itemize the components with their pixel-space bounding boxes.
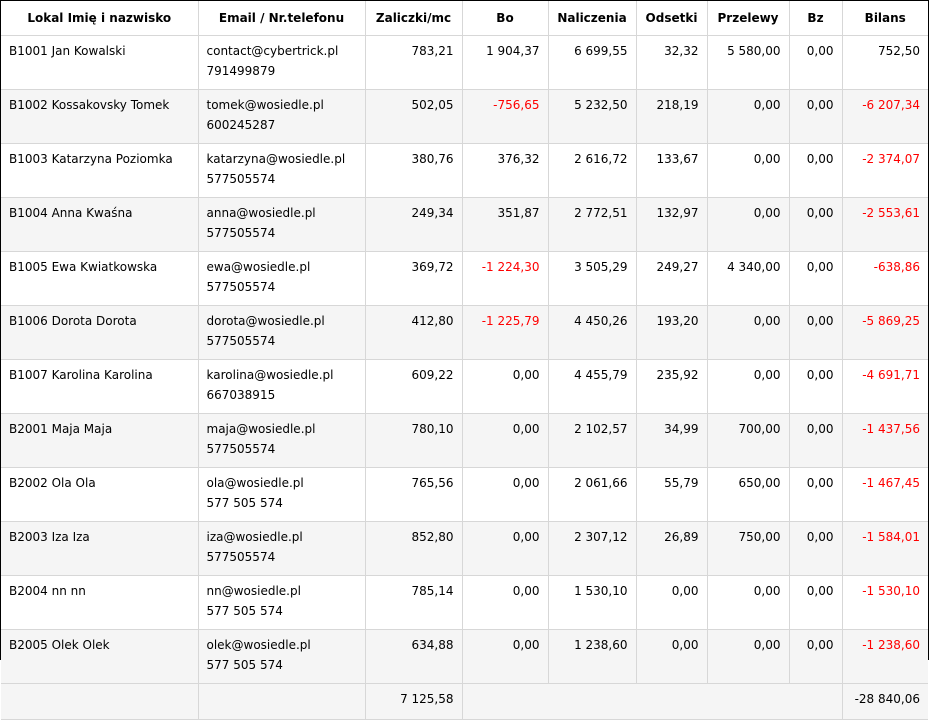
cell-przelewy: 0,00 [707, 576, 789, 630]
cell-naliczenia: 6 699,55 [548, 36, 636, 90]
cell-zaliczki: 780,10 [365, 414, 462, 468]
cell-lokal: B1005 Ewa Kwiatkowska [1, 252, 198, 306]
cell-contact [198, 36, 365, 90]
cell-naliczenia: 4 455,79 [548, 360, 636, 414]
cell-przelewy: 0,00 [707, 198, 789, 252]
cell-zaliczki: 785,14 [365, 576, 462, 630]
table-row[interactable] [1, 144, 928, 198]
cell-bilans: -6 207,34 [842, 90, 928, 144]
email-link[interactable]: contact@cybertrick.pl [206, 44, 339, 58]
cell-lokal: B1001 Jan Kowalski [1, 36, 198, 90]
cell-zaliczki: 634,88 [365, 630, 462, 684]
email-link[interactable]: nn@wosiedle.pl [206, 584, 301, 598]
cell-przelewy: 0,00 [707, 90, 789, 144]
cell-bilans: 752,50 [842, 36, 928, 90]
cell-zaliczki: 502,05 [365, 90, 462, 144]
cell-bz: 0,00 [789, 306, 842, 360]
totals-row [1, 684, 928, 720]
cell-naliczenia: 1 530,10 [548, 576, 636, 630]
cell-zaliczki: 249,34 [365, 198, 462, 252]
table-row[interactable] [1, 468, 928, 522]
phone-number: 791499879 [206, 64, 276, 78]
cell-odsetki: 218,19 [636, 90, 707, 144]
phone-number: 600245287 [206, 118, 276, 132]
table-row[interactable] [1, 414, 928, 468]
table-row[interactable] [1, 576, 928, 630]
cell-bz: 0,00 [789, 468, 842, 522]
cell-przelewy: 0,00 [707, 630, 789, 684]
phone-number: 577505574 [206, 280, 276, 294]
cell-contact [198, 144, 365, 198]
cell-odsetki: 0,00 [636, 576, 707, 630]
email-link[interactable]: dorota@wosiedle.pl [206, 314, 325, 328]
cell-odsetki: 235,92 [636, 360, 707, 414]
cell-bo: 0,00 [462, 360, 548, 414]
cell-bilans: -1 437,56 [842, 414, 928, 468]
cell-przelewy: 0,00 [707, 360, 789, 414]
cell-przelewy: 700,00 [707, 414, 789, 468]
cell-odsetki: 133,67 [636, 144, 707, 198]
cell-naliczenia: 5 232,50 [548, 90, 636, 144]
cell-zaliczki: 412,80 [365, 306, 462, 360]
cell-przelewy: 650,00 [707, 468, 789, 522]
col-header-email[interactable]: Email / Nr.telefonu [198, 1, 365, 36]
table-row[interactable] [1, 36, 928, 90]
col-header-bz[interactable]: Bz [789, 1, 842, 36]
cell-naliczenia: 2 102,57 [548, 414, 636, 468]
cell-contact [198, 306, 365, 360]
cell-bz: 0,00 [789, 576, 842, 630]
cell-bz: 0,00 [789, 360, 842, 414]
total-bilans: -28 840,06 [842, 684, 928, 720]
cell-bz: 0,00 [789, 522, 842, 576]
cell-bo: 1 904,37 [462, 36, 548, 90]
cell-lokal: B1007 Karolina Karolina [1, 360, 198, 414]
email-link[interactable]: maja@wosiedle.pl [206, 422, 316, 436]
total-zaliczki: 7 125,58 [365, 684, 462, 720]
cell-odsetki: 32,32 [636, 36, 707, 90]
cell-contact [198, 360, 365, 414]
cell-zaliczki: 852,80 [365, 522, 462, 576]
col-header-naliczenia[interactable]: Naliczenia [548, 1, 636, 36]
table-row[interactable] [1, 630, 928, 684]
totals-empty [198, 684, 365, 720]
cell-contact [198, 468, 365, 522]
cell-bo: 0,00 [462, 414, 548, 468]
cell-contact [198, 252, 365, 306]
cell-lokal: B1004 Anna Kwaśna [1, 198, 198, 252]
cell-bo: 0,00 [462, 468, 548, 522]
email-link[interactable]: iza@wosiedle.pl [206, 530, 303, 544]
cell-bilans: -638,86 [842, 252, 928, 306]
cell-contact [198, 90, 365, 144]
col-header-lokal[interactable]: Lokal Imię i nazwisko [1, 1, 198, 36]
phone-number: 667038915 [206, 388, 276, 402]
cell-naliczenia: 2 772,51 [548, 198, 636, 252]
cell-lokal: B1003 Katarzyna Poziomka [1, 144, 198, 198]
cell-contact [198, 414, 365, 468]
cell-przelewy: 5 580,00 [707, 36, 789, 90]
cell-bo: 0,00 [462, 576, 548, 630]
cell-bilans: -1 584,01 [842, 522, 928, 576]
cell-naliczenia: 4 450,26 [548, 306, 636, 360]
cell-przelewy: 750,00 [707, 522, 789, 576]
table-row[interactable] [1, 306, 928, 360]
phone-number: 577505574 [206, 550, 276, 564]
cell-lokal: B1006 Dorota Dorota [1, 306, 198, 360]
cell-bilans: -1 467,45 [842, 468, 928, 522]
cell-naliczenia: 2 307,12 [548, 522, 636, 576]
cell-bilans: -2 553,61 [842, 198, 928, 252]
table-row[interactable] [1, 198, 928, 252]
cell-bo: -756,65 [462, 90, 548, 144]
cell-przelewy: 4 340,00 [707, 252, 789, 306]
cell-lokal: B2001 Maja Maja [1, 414, 198, 468]
cell-przelewy: 0,00 [707, 144, 789, 198]
email-link[interactable]: karolina@wosiedle.pl [206, 368, 334, 382]
phone-number: 577505574 [206, 172, 276, 186]
cell-bz: 0,00 [789, 90, 842, 144]
cell-odsetki: 249,27 [636, 252, 707, 306]
phone-number: 577505574 [206, 334, 276, 348]
cell-lokal: B1002 Kossakovsky Tomek [1, 90, 198, 144]
email-link[interactable]: ewa@wosiedle.pl [206, 260, 311, 274]
email-link[interactable]: tomek@wosiedle.pl [206, 98, 324, 112]
cell-naliczenia: 2 616,72 [548, 144, 636, 198]
cell-bilans: -1 238,60 [842, 630, 928, 684]
cell-contact [198, 576, 365, 630]
phone-number: 577505574 [206, 442, 276, 456]
cell-bilans: -2 374,07 [842, 144, 928, 198]
col-header-odsetki[interactable]: Odsetki [636, 1, 707, 36]
phone-number: 577505574 [206, 226, 276, 240]
table-row[interactable] [1, 360, 928, 414]
cell-bilans: -5 869,25 [842, 306, 928, 360]
cell-bo: -1 224,30 [462, 252, 548, 306]
cell-odsetki: 34,99 [636, 414, 707, 468]
cell-bo: -1 225,79 [462, 306, 548, 360]
cell-bz: 0,00 [789, 252, 842, 306]
phone-number: 577 505 574 [206, 604, 283, 618]
email-link[interactable]: katarzyna@wosiedle.pl [206, 152, 346, 166]
cell-lokal: B2004 nn nn [1, 576, 198, 630]
cell-bo: 376,32 [462, 144, 548, 198]
cell-odsetki: 55,79 [636, 468, 707, 522]
cell-zaliczki: 609,22 [365, 360, 462, 414]
cell-przelewy: 0,00 [707, 306, 789, 360]
cell-contact [198, 198, 365, 252]
email-link[interactable]: anna@wosiedle.pl [206, 206, 316, 220]
cell-lokal: B2003 Iza Iza [1, 522, 198, 576]
cell-bz: 0,00 [789, 414, 842, 468]
col-header-bilans[interactable]: Bilans [842, 1, 928, 36]
email-link[interactable]: olek@wosiedle.pl [206, 638, 311, 652]
cell-zaliczki: 369,72 [365, 252, 462, 306]
totals-empty [1, 684, 198, 720]
cell-odsetki: 193,20 [636, 306, 707, 360]
cell-odsetki: 132,97 [636, 198, 707, 252]
cell-contact [198, 522, 365, 576]
col-header-bo[interactable]: Bo [462, 1, 548, 36]
cell-lokal: B2002 Ola Ola [1, 468, 198, 522]
table-row[interactable] [1, 252, 928, 306]
cell-bo: 351,87 [462, 198, 548, 252]
totals-empty [462, 684, 842, 720]
cell-odsetki: 0,00 [636, 630, 707, 684]
cell-contact [198, 630, 365, 684]
cell-bilans: -4 691,71 [842, 360, 928, 414]
col-header-przelewy[interactable]: Przelewy [707, 1, 789, 36]
cell-naliczenia: 2 061,66 [548, 468, 636, 522]
cell-zaliczki: 380,76 [365, 144, 462, 198]
cell-zaliczki: 765,56 [365, 468, 462, 522]
cell-bz: 0,00 [789, 198, 842, 252]
cell-lokal: B2005 Olek Olek [1, 630, 198, 684]
cell-bo: 0,00 [462, 630, 548, 684]
cell-zaliczki: 783,21 [365, 36, 462, 90]
col-header-zaliczki[interactable]: Zaliczki/mc [365, 1, 462, 36]
table-row[interactable] [1, 90, 928, 144]
phone-number: 577 505 574 [206, 658, 283, 672]
cell-naliczenia: 1 238,60 [548, 630, 636, 684]
table-row[interactable] [1, 522, 928, 576]
cell-bz: 0,00 [789, 630, 842, 684]
header-row [1, 1, 928, 36]
balance-table [1, 1, 928, 720]
cell-bo: 0,00 [462, 522, 548, 576]
cell-odsetki: 26,89 [636, 522, 707, 576]
cell-naliczenia: 3 505,29 [548, 252, 636, 306]
cell-bz: 0,00 [789, 36, 842, 90]
email-link[interactable]: ola@wosiedle.pl [206, 476, 304, 490]
phone-number: 577 505 574 [206, 496, 283, 510]
cell-bilans: -1 530,10 [842, 576, 928, 630]
cell-bz: 0,00 [789, 144, 842, 198]
